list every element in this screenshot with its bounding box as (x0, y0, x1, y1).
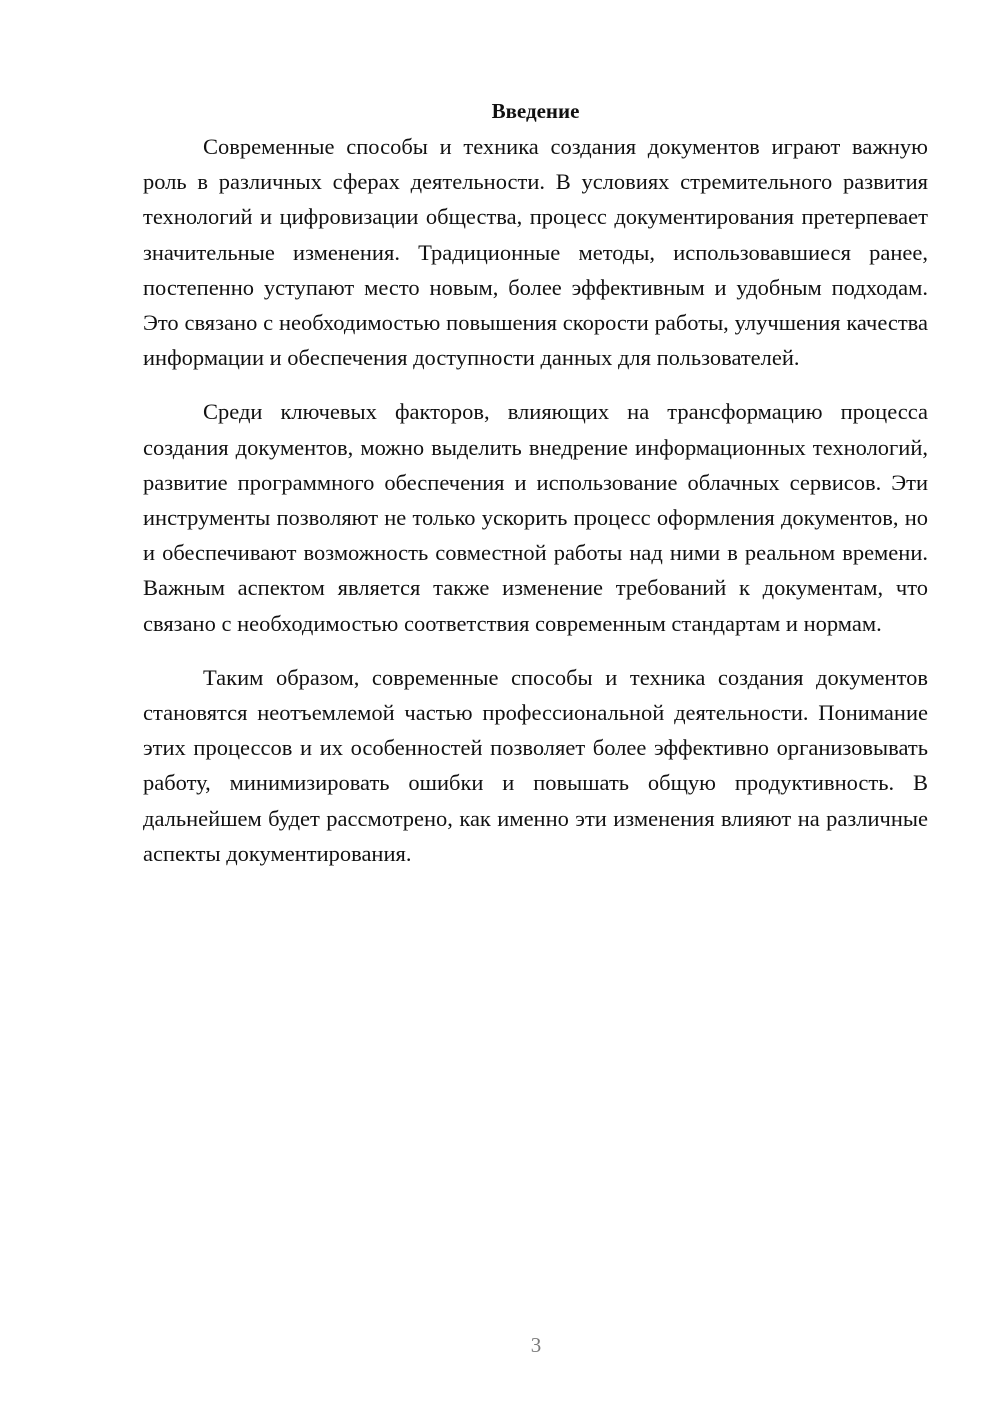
page-number: 3 (530, 1333, 542, 1357)
section-heading: Введение (491, 99, 580, 123)
paragraph-1: Современные способы и техника создания документов играют важную роль в различных сферах деятельности. В условиях стремительного развития технологий и цифровизации общества, процесс документирования претерпевает значительные изменения. Традиционные методы, использовавшиеся ранее, постепенно уступают место новым, более эффективным и удобным подходам. Это связано с необходимостью повышения скорости работы, улучшения качества информации и обеспечения доступности данных для пользователей. (143, 134, 928, 371)
document-page (143, 96, 928, 890)
paragraph-2: Среди ключевых факторов, влияющих на трансформацию процесса создания документов, можно выделить внедрение информационных технологий, развитие программного обеспечения и использование облачных сервисов. Эти инструменты позволяют не только ускорить процесс оформления документов, но и обеспечивают возможность совместной работы над ними в реальном времени. Важным аспектом является также изменение требований к документам, что связано с необходимостью соответствия современным стандартам и нормам. (143, 399, 928, 636)
paragraph-3: Таким образом, современные способы и техника создания документов становятся неотъемлемой частью профессиональной деятельности. Понимание этих процессов и их особенностей позволяет более эффективно организовывать работу, минимизировать ошибки и повышать общую продуктивность. В дальнейшем будет рассмотрено, как именно эти изменения влияют на различные аспекты документирования. (143, 664, 928, 866)
